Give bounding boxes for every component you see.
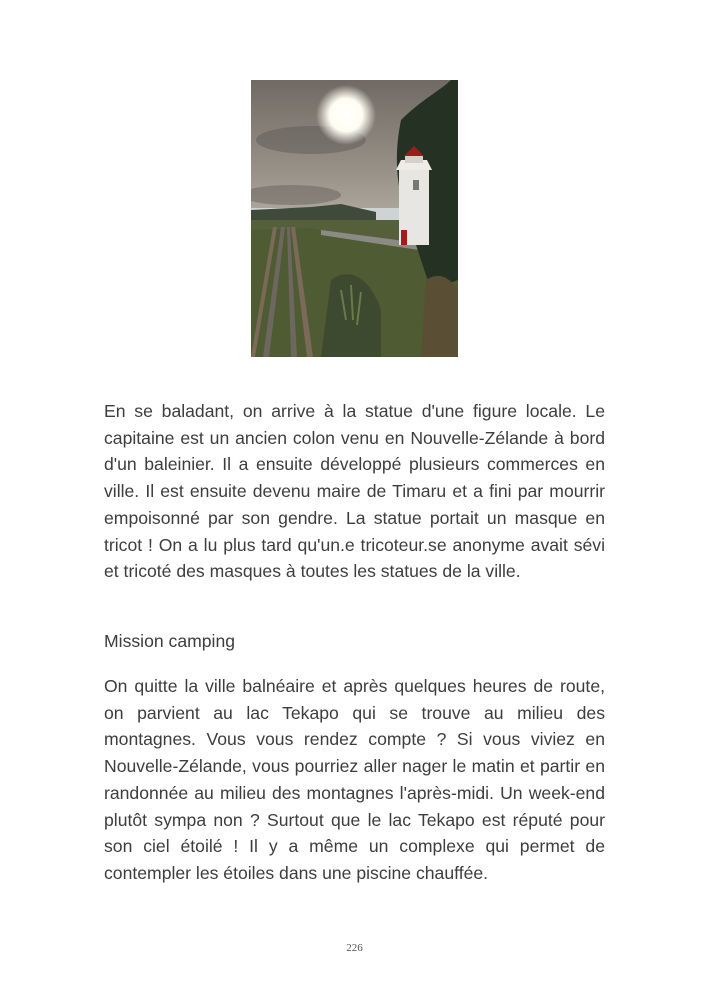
paragraph-timaru-statue: En se baladant, on arrive à la statue d'une figure locale. Le capitaine est un ancien colon venu en Nouvelle-Zélande à bord d'un baleinier. Il a ensuite développé plusieurs commerces en ville. Il est ensuite devenu maire de Timaru et a fini par mourrir empoisonné par son gendre. La statue portait un masque en tricot ! On a lu plus tard qu'un.e tricoteur.se anonyme avait sévi et tricoté des masques à toutes les statues de la ville. bbox=[104, 401, 605, 582]
section-heading: Mission camping bbox=[104, 631, 236, 651]
page-number: 226 bbox=[346, 942, 363, 954]
paragraph-lac-tekapo: On quitte la ville balnéaire et après quelques heures de route, on parvient au lac Tekapo qui se trouve au milieu des montagnes. Vous vous rendez compte ? Si vous viviez en Nouvelle-Zélande, vous pourriez aller nager le matin et partir en randonnée au milieu des montagnes l'après-midi. Un week-end plutôt sympa non ? Surtout que le lac Tekapo est réputé pour son ciel étoilé ! Il y a même un complexe qui permet de contempler les étoiles dans une piscine chauffée. bbox=[104, 676, 605, 883]
lighthouse-photo bbox=[251, 80, 458, 357]
